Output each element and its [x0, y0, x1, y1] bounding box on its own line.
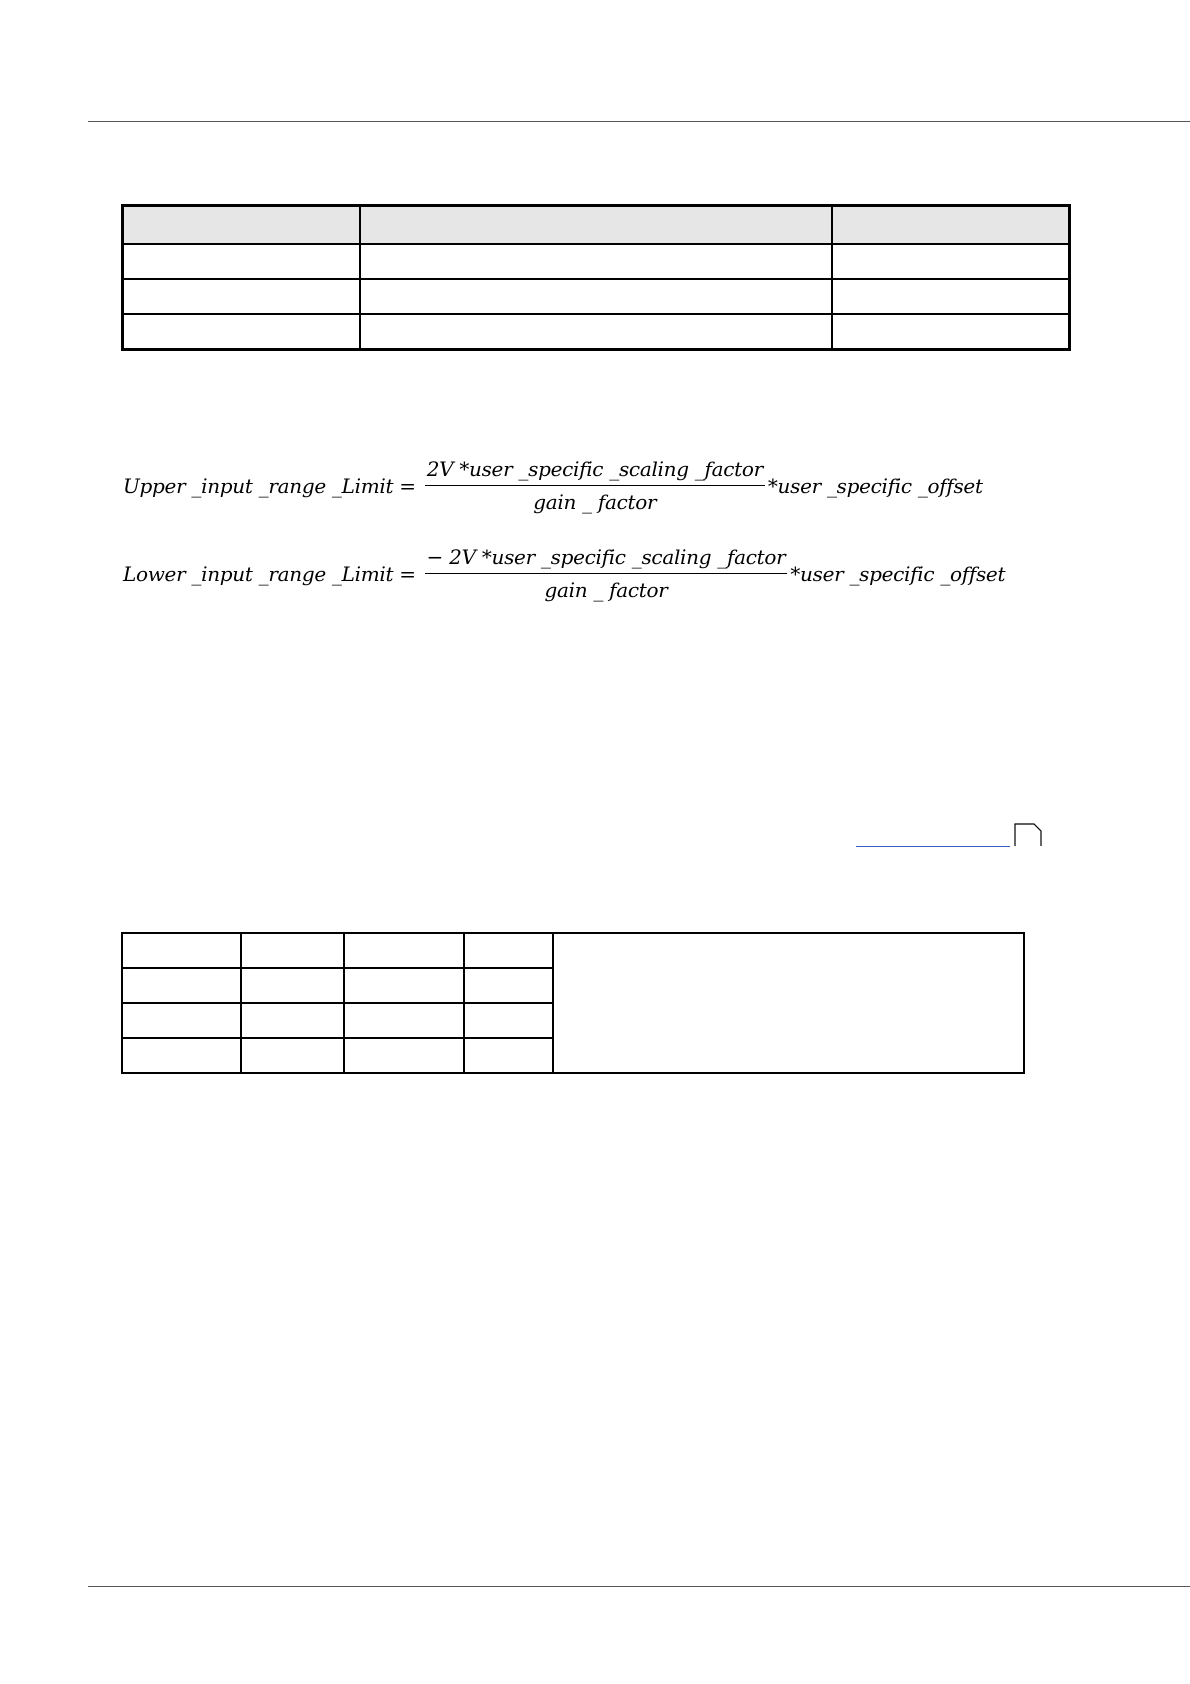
table-cell	[360, 244, 832, 279]
table-header-cell	[360, 206, 832, 245]
formula-equals: =	[399, 473, 416, 498]
value-table	[121, 932, 1025, 1074]
table-row	[123, 244, 1070, 279]
cross-reference-link[interactable]	[856, 824, 1010, 847]
parameter-table	[121, 204, 1071, 351]
table-cell	[122, 1003, 241, 1038]
table-cell	[344, 933, 464, 968]
upper-range-formula	[123, 456, 983, 515]
formula-denominator: gain _ factor	[533, 490, 657, 514]
table-cell	[123, 244, 361, 279]
header-rule	[88, 121, 1190, 122]
table-cell	[464, 1003, 553, 1038]
formula-denominator: gain _ factor	[544, 578, 668, 602]
table-cell	[122, 933, 241, 968]
table-cell	[122, 968, 241, 1003]
formula-lhs: Lower _input _range _Limit	[123, 561, 394, 586]
formula-fraction	[425, 544, 788, 603]
table-cell	[123, 279, 361, 314]
table-cell	[241, 1038, 344, 1073]
table-cell	[832, 244, 1070, 279]
table-cell	[832, 314, 1070, 350]
table-header-row	[123, 206, 1070, 245]
table-cell	[832, 279, 1070, 314]
formula-numerator: − 2V *user _specific _scaling _factor	[425, 544, 788, 574]
table-cell	[464, 1038, 553, 1073]
table-cell	[464, 968, 553, 1003]
table-cell	[464, 933, 553, 968]
table-cell	[344, 1003, 464, 1038]
formula-numerator: 2V *user _specific _scaling _factor	[425, 456, 765, 486]
formula-tail: *user _specific _offset	[767, 473, 983, 498]
table-header-cell	[832, 206, 1070, 245]
table-cell	[344, 968, 464, 1003]
table-cell	[241, 968, 344, 1003]
table-header-cell	[123, 206, 361, 245]
table-cell	[344, 1038, 464, 1073]
table-cell	[241, 1003, 344, 1038]
table-row	[123, 279, 1070, 314]
table-row	[123, 314, 1070, 350]
page-corner-icon	[1014, 823, 1042, 847]
footer-rule	[88, 1586, 1190, 1587]
formula-equals: =	[399, 561, 416, 586]
formula-fraction	[425, 456, 765, 515]
table-cell	[241, 933, 344, 968]
table-cell	[360, 279, 832, 314]
table-cell	[122, 1038, 241, 1073]
formula-lhs: Upper _input _range _Limit	[123, 473, 394, 498]
table-row	[122, 933, 1024, 968]
formula-tail: *user _specific _offset	[790, 561, 1006, 586]
table-cell	[360, 314, 832, 350]
lower-range-formula	[123, 544, 1005, 603]
table-merged-cell	[553, 933, 1024, 1073]
table-cell	[123, 314, 361, 350]
